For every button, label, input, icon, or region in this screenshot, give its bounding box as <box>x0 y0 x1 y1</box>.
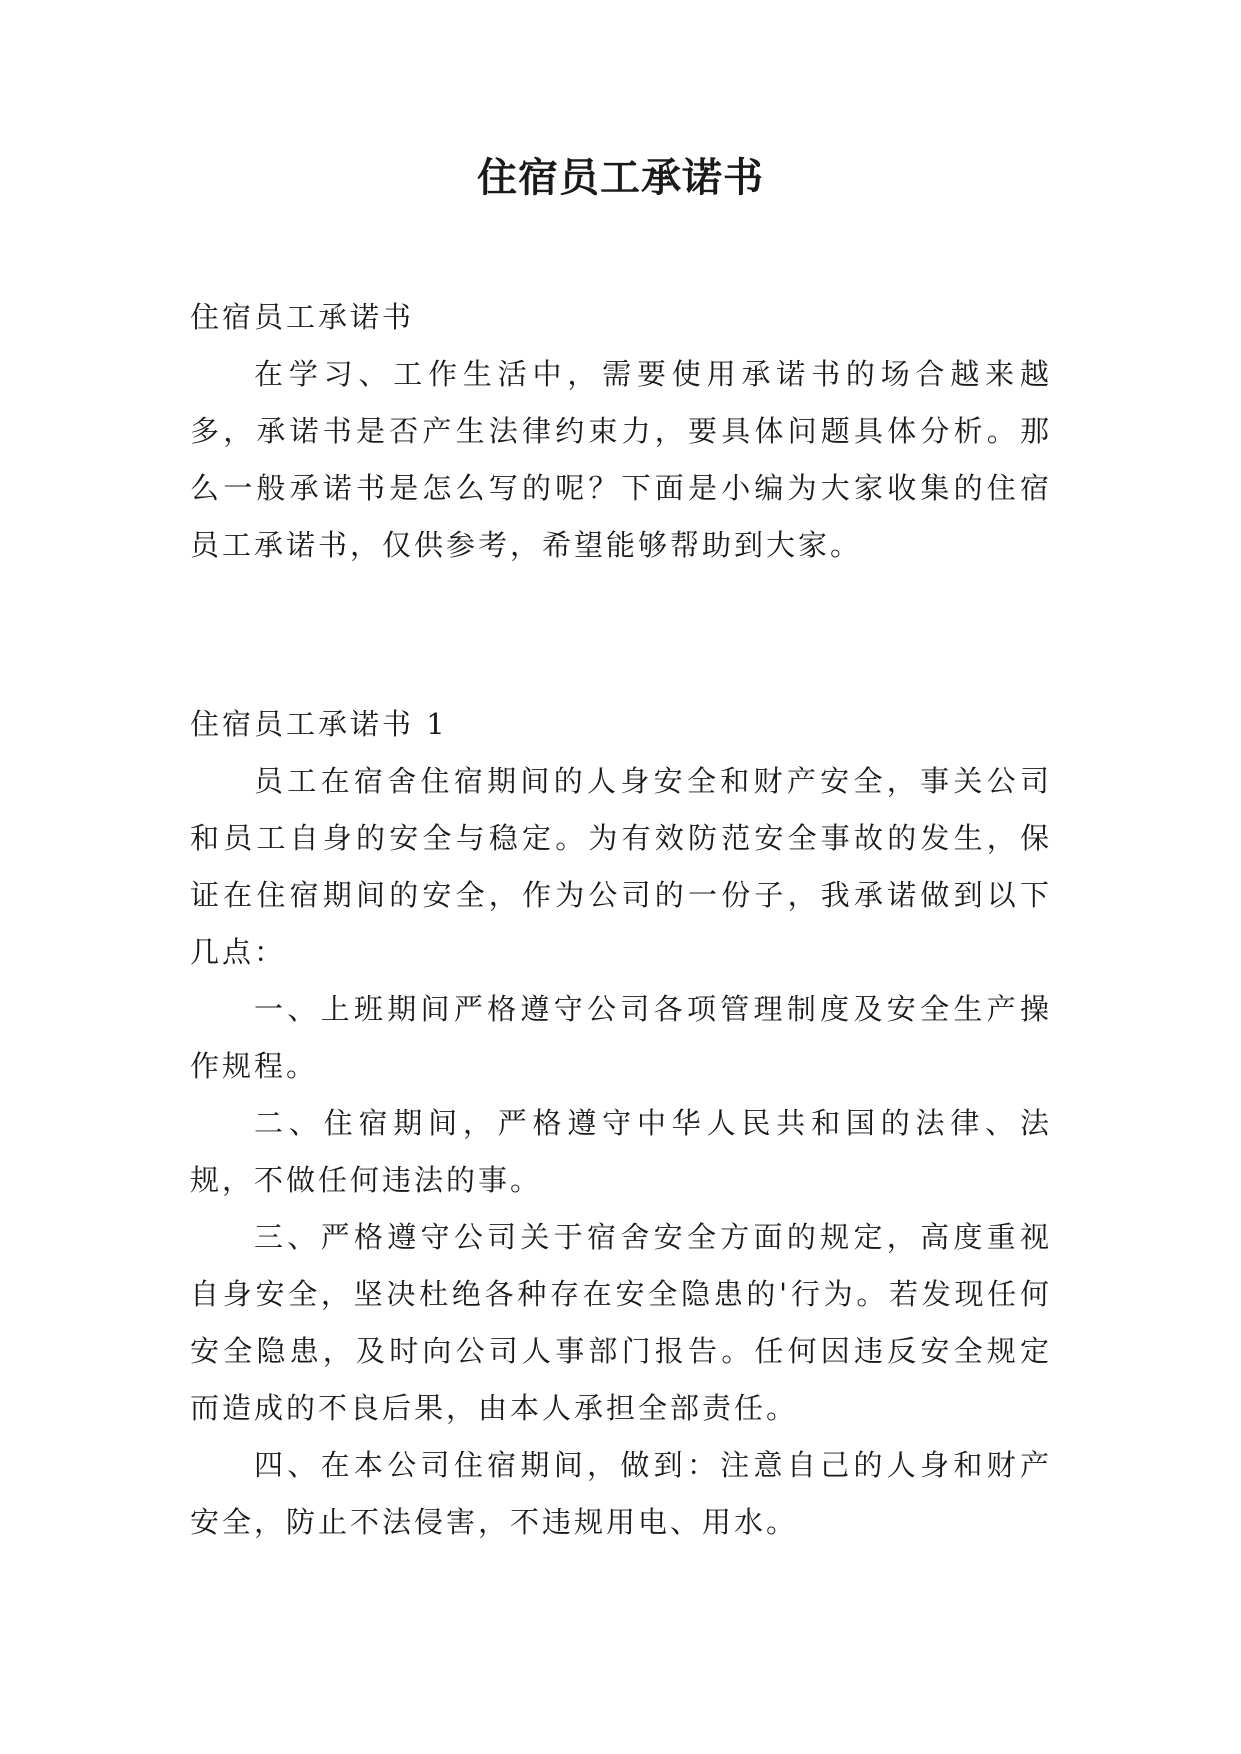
section-1-item-4: 四、在本公司住宿期间，做到：注意自己的人身和财产安全，防止不法侵害，不违规用电、用水。 <box>190 1448 1052 1539</box>
section-1 <box>190 696 1052 1551</box>
section-1-paragraph: 员工在宿舍住宿期间的人身安全和财产安全，事关公司和员工自身的安全与稳定。为有效防范安全事故的发生，保证在住宿期间的安全，作为公司的一份子，我承诺做到以下几点： <box>190 764 1052 969</box>
intro-heading: 住宿员工承诺书 <box>190 300 415 334</box>
section-1-item-2: 二、住宿期间，严格遵守中华人民共和国的法律、法规，不做任何违法的事。 <box>190 1106 1052 1197</box>
intro-section <box>190 289 1052 574</box>
section-1-item-3: 三、严格遵守公司关于宿舍安全方面的规定，高度重视自身安全，坚决杜绝各种存在安全隐患的'行为。若发现任何安全隐患，及时向公司人事部门报告。任何因违反安全规定而造成的不良后果，由本人承担全部责任。 <box>190 1220 1052 1425</box>
document-title: 住宿员工承诺书 <box>477 155 764 201</box>
intro-paragraph: 在学习、工作生活中，需要使用承诺书的场合越来越多，承诺书是否产生法律约束力，要具体问题具体分析。那么一般承诺书是怎么写的呢？下面是小编为大家收集的住宿员工承诺书，仅供参考，希望能够帮助到大家。 <box>190 357 1052 562</box>
section-1-heading: 住宿员工承诺书 1 <box>190 707 448 741</box>
section-1-item-1: 一、上班期间严格遵守公司各项管理制度及安全生产操作规程。 <box>190 992 1052 1083</box>
